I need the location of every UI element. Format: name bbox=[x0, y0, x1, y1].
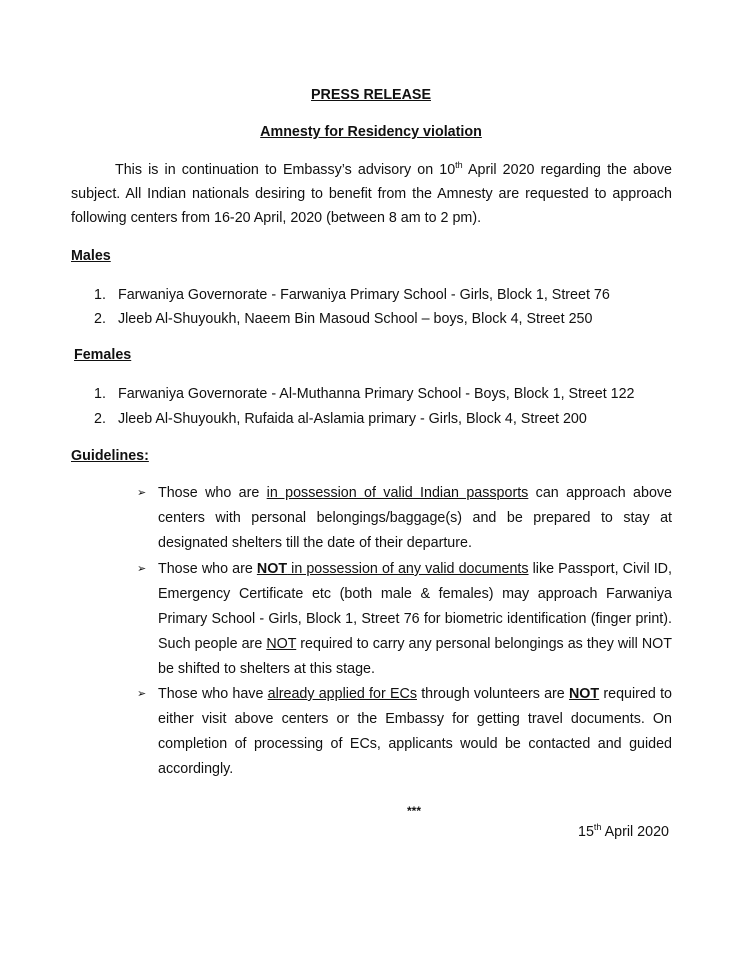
underlined-text: in possession of valid Indian passports bbox=[266, 485, 529, 501]
text-run: Those who are bbox=[158, 485, 267, 501]
arrow-bullet-icon: ➢ bbox=[137, 688, 147, 700]
underlined-text: in possession of any valid documents bbox=[287, 561, 529, 577]
guideline-item bbox=[137, 481, 672, 556]
text-run: required to either visit above centers or the Embassy for getting travel documents. On completion of processing of ECs, applicants would be contacted and guided accordingly. bbox=[158, 686, 672, 777]
list-text: Jleeb Al-Shuyoukh, Naeem Bin Masoud School – boys, Block 4, Street 250 bbox=[117, 311, 593, 327]
separator-asterisks: *** bbox=[407, 804, 422, 818]
text-run: Those who have bbox=[158, 686, 268, 702]
list-number: 1. bbox=[94, 386, 106, 402]
list-text: Farwaniya Governorate - Farwaniya Primary School - Girls, Block 1, Street 76 bbox=[117, 287, 610, 303]
intro-text-rest: April 2020 regarding the above subject. All Indian nationals desiring to benefit from the Amnesty are requested to approach following centers from 16-20 April, 2020 (between 8 am to 2 pm). bbox=[71, 162, 672, 226]
text-run: through volunteers are bbox=[416, 686, 569, 702]
guideline-text bbox=[158, 481, 672, 556]
guideline-text bbox=[158, 682, 672, 782]
males-heading: Males bbox=[71, 248, 111, 264]
females-heading: Females bbox=[74, 347, 132, 363]
list-number: 2. bbox=[94, 411, 106, 427]
arrow-bullet-icon: ➢ bbox=[137, 487, 147, 499]
list-number: 1. bbox=[94, 287, 106, 303]
intro-date-sup: th bbox=[455, 160, 463, 171]
females-list-item bbox=[94, 386, 714, 402]
males-list-item bbox=[94, 311, 714, 327]
list-number: 2. bbox=[94, 311, 106, 327]
text-run: can approach above centers with personal belongings/baggage(s) and be prepared to stay at designated shelters till the date of their departure. bbox=[158, 485, 672, 551]
males-list-item bbox=[94, 287, 714, 303]
text-run: required to carry any personal belongings as they will NOT be shifted to shelters at this stage. bbox=[158, 636, 672, 677]
page-title: PRESS RELEASE bbox=[311, 87, 431, 103]
intro-text-start: This is in continuation to Embassy’s advisory on 10 bbox=[115, 162, 456, 178]
females-list-item bbox=[94, 411, 714, 427]
arrow-bullet-icon: ➢ bbox=[137, 563, 147, 575]
guideline-text bbox=[158, 557, 672, 682]
guideline-item bbox=[137, 682, 672, 782]
date-day: 15 bbox=[578, 824, 594, 840]
release-date bbox=[578, 824, 669, 840]
date-rest: April 2020 bbox=[601, 824, 669, 840]
guidelines-heading: Guidelines: bbox=[71, 448, 149, 464]
list-text: Farwaniya Governorate - Al-Muthanna Primary School - Boys, Block 1, Street 122 bbox=[117, 386, 635, 402]
intro-paragraph bbox=[71, 158, 672, 230]
text-run: like Passport, Civil ID, Emergency Certificate etc (both male & females) may approach Farwaniya Primary School - Girls, Block 1, Street 76 for biometric identification (finger print). Such people are bbox=[158, 561, 672, 652]
page-subtitle: Amnesty for Residency violation bbox=[260, 124, 482, 140]
list-text: Jleeb Al-Shuyoukh, Rufaida al-Aslamia primary - Girls, Block 4, Street 200 bbox=[117, 411, 587, 427]
underlined-text: NOT bbox=[266, 636, 297, 652]
emphasis-text: NOT bbox=[256, 561, 288, 577]
date-sup: th bbox=[593, 822, 602, 833]
emphasis-text: NOT bbox=[568, 686, 600, 702]
text-run: Those who are bbox=[158, 561, 257, 577]
underlined-text: already applied for ECs bbox=[267, 686, 417, 702]
guideline-item bbox=[137, 557, 672, 682]
